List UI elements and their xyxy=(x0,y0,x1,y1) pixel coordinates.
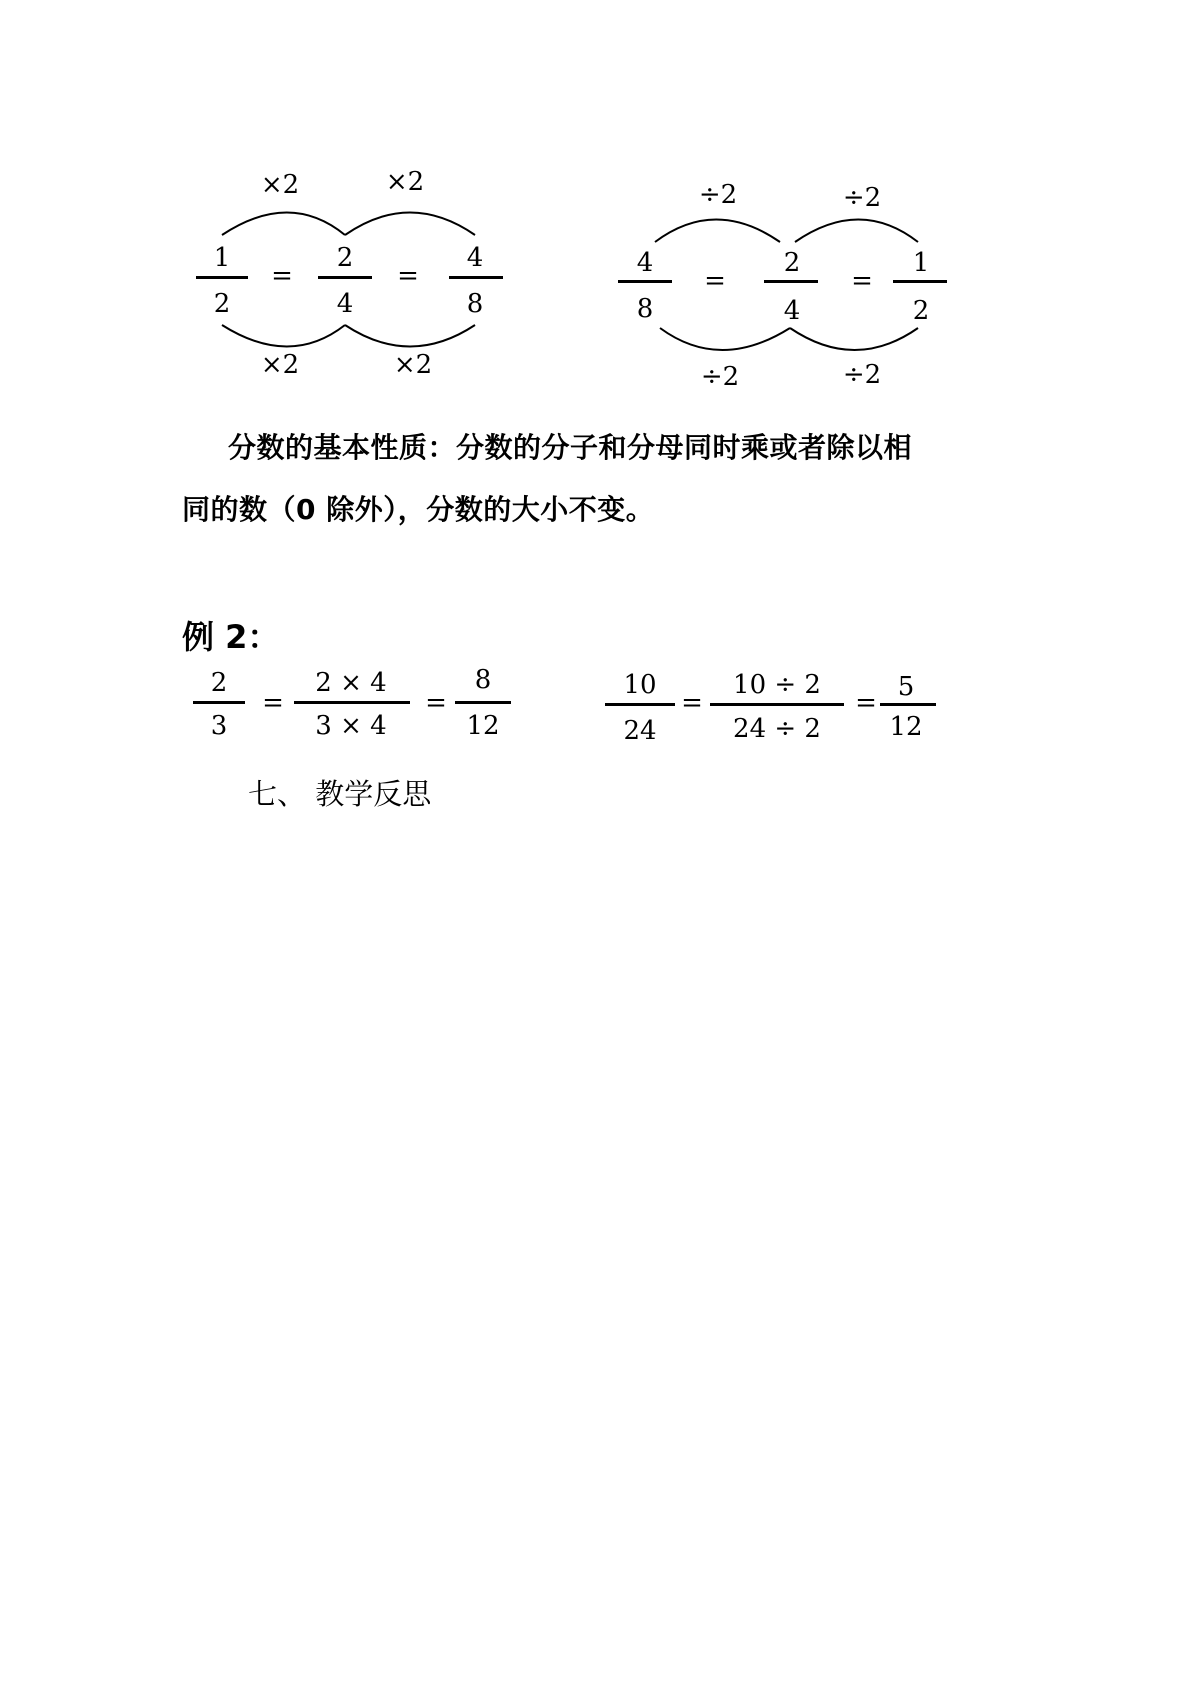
frac1-bar xyxy=(618,280,672,283)
equals-sign: = xyxy=(397,261,419,291)
frac3-num: 1 xyxy=(912,248,930,278)
arc-bottom-2 xyxy=(790,328,918,350)
eq1-f3-den: 12 xyxy=(466,711,500,741)
op-top-1: ÷2 xyxy=(698,180,738,210)
equals-sign: = xyxy=(271,261,293,291)
eq1-f2-num: 2 × 4 xyxy=(315,668,387,698)
eq1-f3-bar xyxy=(455,701,511,704)
frac3-den: 2 xyxy=(912,296,930,326)
eq1-f1-den: 3 xyxy=(210,711,228,741)
property-line-2: 同的数（0 除外），分数的大小不变。 xyxy=(182,493,655,526)
frac3-den: 8 xyxy=(466,289,484,319)
op-top-2: ÷2 xyxy=(842,183,882,213)
equals-sign: = xyxy=(704,266,726,296)
eq1-f3-num: 8 xyxy=(474,665,492,695)
arc-bottom-1 xyxy=(660,328,790,350)
section-heading-seven: 七、 教学反思 xyxy=(248,777,432,811)
equals-sign: = xyxy=(425,688,447,718)
eq1-f2-den: 3 × 4 xyxy=(315,711,387,741)
frac2-den: 4 xyxy=(783,296,801,326)
frac1-den: 8 xyxy=(636,294,654,324)
equals-sign: = xyxy=(851,266,873,296)
op-bottom-2: ×2 xyxy=(393,350,433,380)
op-bottom-2: ÷2 xyxy=(842,360,882,390)
property-line-1: 分数的基本性质：分数的分子和分母同时乘或者除以相 xyxy=(228,431,913,464)
op-bottom-1: ×2 xyxy=(260,350,300,380)
eq2-f2-den: 24 ÷ 2 xyxy=(733,714,821,744)
eq2-f3-bar xyxy=(880,703,936,706)
op-top-1: ×2 xyxy=(260,170,300,200)
op-top-2: ×2 xyxy=(385,167,425,197)
divide-arcs xyxy=(0,0,1191,400)
eq2-f2-num: 10 ÷ 2 xyxy=(733,670,821,700)
example-title: 例 2： xyxy=(182,618,280,656)
eq2-f2-bar xyxy=(710,703,844,706)
equals-sign: = xyxy=(262,688,284,718)
eq2-f1-den: 24 xyxy=(623,716,657,746)
frac2-bar xyxy=(764,280,818,283)
frac2-num: 2 xyxy=(336,243,354,273)
equals-sign: = xyxy=(681,688,703,718)
eq2-f3-num: 5 xyxy=(897,672,915,702)
eq2-f1-bar xyxy=(605,703,675,706)
eq1-f1-bar xyxy=(193,701,245,704)
frac3-bar xyxy=(893,280,947,283)
frac2-den: 4 xyxy=(336,289,354,319)
frac3-num: 4 xyxy=(466,243,484,273)
eq2-f3-den: 12 xyxy=(889,712,923,742)
eq2-f1-num: 10 xyxy=(623,670,657,700)
frac1-num: 1 xyxy=(213,243,231,273)
op-bottom-1: ÷2 xyxy=(700,362,740,392)
frac1-num: 4 xyxy=(636,248,654,278)
arc-top-1 xyxy=(655,220,780,243)
eq1-f1-num: 2 xyxy=(210,668,228,698)
frac2-num: 2 xyxy=(783,248,801,278)
arc-top-2 xyxy=(795,220,918,243)
frac1-den: 2 xyxy=(213,289,231,319)
eq1-f2-bar xyxy=(294,701,410,704)
equals-sign: = xyxy=(855,688,877,718)
